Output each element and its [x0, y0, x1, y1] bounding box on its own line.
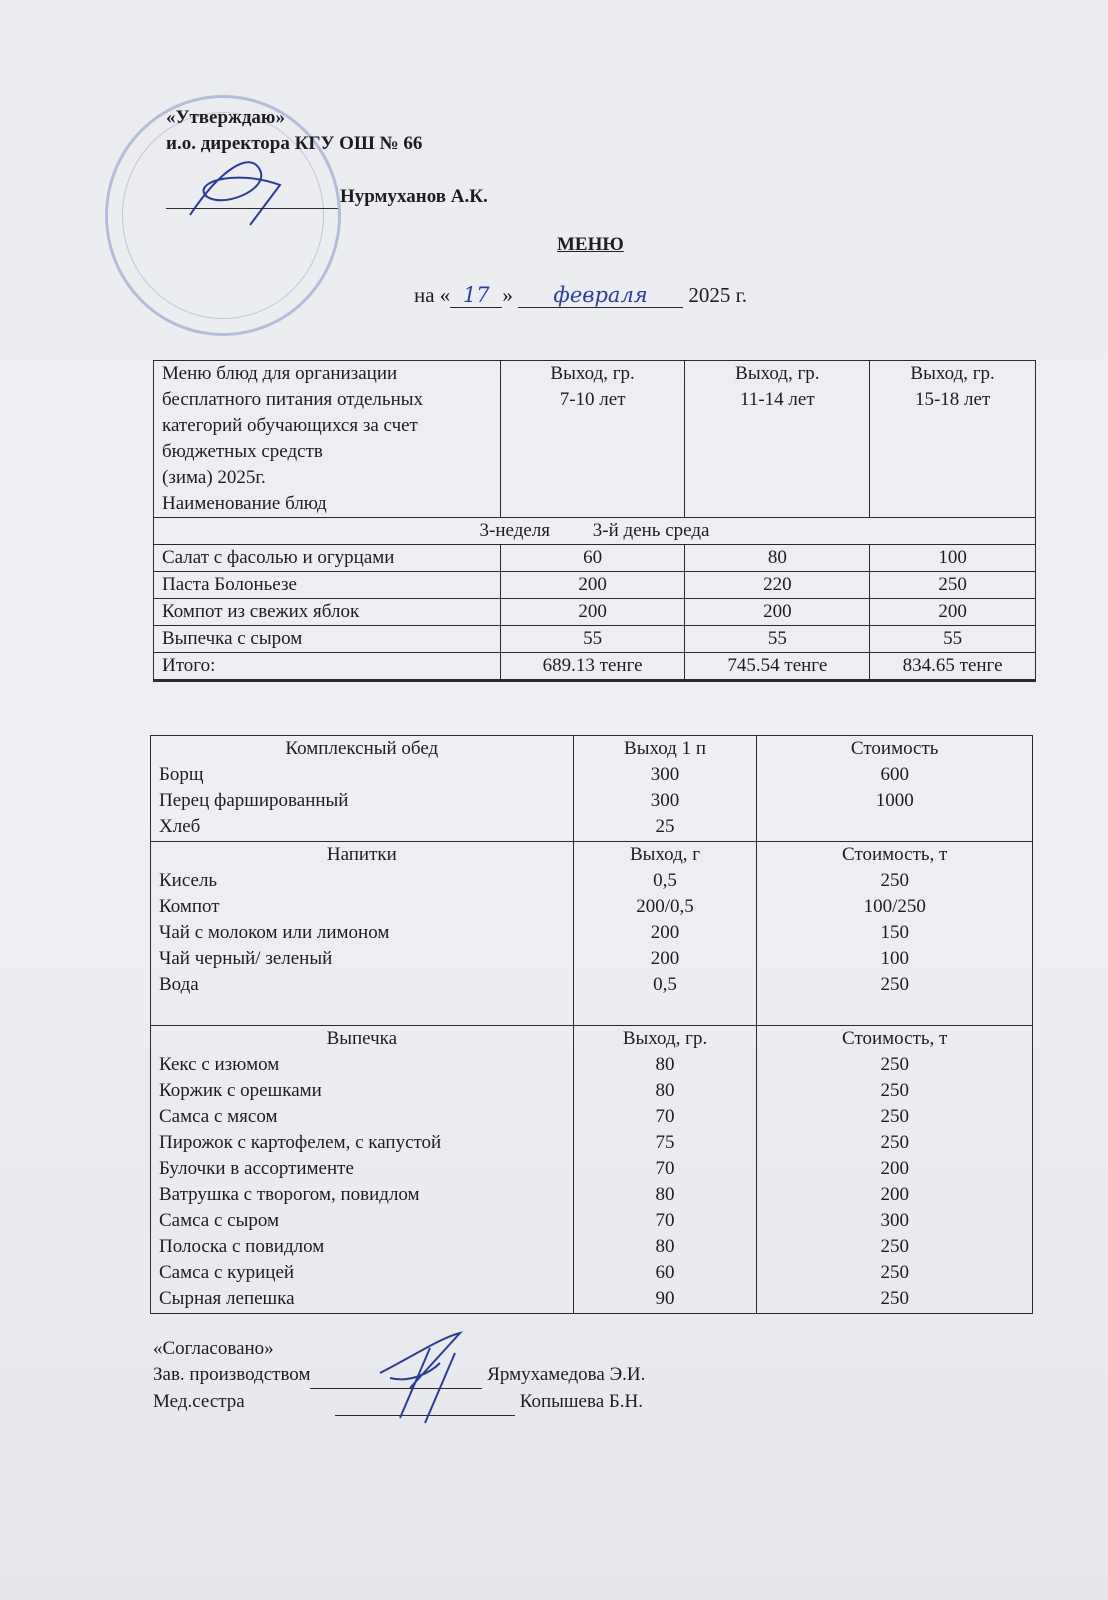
- portion-value: 220: [685, 572, 870, 599]
- section-cell: [573, 736, 757, 842]
- menu-table: [153, 360, 1036, 682]
- item-price: 200: [880, 1184, 909, 1205]
- portion-value: 55: [870, 626, 1036, 653]
- header-name-cell: [154, 361, 501, 518]
- header-age-cell: [685, 361, 870, 518]
- item-name: Самса с сыром: [159, 1210, 280, 1231]
- date-line: [414, 283, 747, 308]
- item-price: 250: [880, 974, 909, 995]
- portion-value: 834.65 тенге: [870, 653, 1036, 681]
- section-2: [151, 1026, 1033, 1314]
- item-yield: 200: [650, 922, 680, 943]
- item-price: 250: [880, 1080, 909, 1101]
- agreement-title: «Согласовано»: [153, 1338, 274, 1359]
- section-cell: [757, 842, 1033, 1026]
- item-yield: 90: [655, 1288, 675, 1309]
- item-yield: 200: [650, 948, 680, 969]
- item-name: Коржик с орешками: [159, 1080, 322, 1101]
- item-price: 250: [880, 1262, 909, 1283]
- page-title: МЕНЮ: [557, 234, 624, 255]
- dish-name: Итого:: [154, 653, 501, 681]
- item-name: Самса с мясом: [159, 1106, 278, 1127]
- header-age-text: Выход, гр.: [735, 363, 820, 384]
- table-row: [154, 653, 1036, 681]
- item-yield: 70: [655, 1158, 675, 1179]
- item-price: 100/250: [863, 896, 926, 917]
- item-yield: 80: [655, 1054, 675, 1075]
- header-age-cell: [500, 361, 685, 518]
- section-cell: [151, 736, 574, 842]
- section-header: Стоимость, т: [842, 844, 948, 865]
- role-nurse: Мед.сестра: [153, 1391, 245, 1412]
- item-price: 100: [880, 948, 909, 969]
- signature-line: [166, 208, 338, 209]
- date-year: 2025 г.: [688, 283, 748, 307]
- item-price: 600: [880, 764, 909, 785]
- extra-menu-table: [150, 735, 1033, 1314]
- name-production: Ярмухамедова Э.И.: [487, 1364, 646, 1385]
- item-yield: 80: [655, 1236, 675, 1257]
- item-price: 250: [880, 1288, 909, 1309]
- portion-value: 200: [500, 572, 685, 599]
- item-yield: 75: [655, 1132, 675, 1153]
- section-header: Выход, гр.: [622, 1028, 708, 1049]
- section-cell: [151, 842, 574, 1026]
- item-name: Борщ: [159, 764, 204, 785]
- item-name: Булочки в ассортименте: [159, 1158, 354, 1179]
- section-1: [151, 842, 1033, 1026]
- item-name: Сырная лепешка: [159, 1288, 295, 1309]
- item-price: 250: [880, 1106, 909, 1127]
- section-cell: [573, 842, 757, 1026]
- header-age-text: 7-10 лет: [559, 389, 626, 410]
- item-yield: 200/0,5: [636, 896, 694, 917]
- table-row: [154, 572, 1036, 599]
- section-header: Стоимость: [850, 738, 939, 759]
- header-text: категорий обучающихся за счет: [162, 415, 418, 436]
- date-prefix: на «: [414, 283, 451, 307]
- header-age-text: Выход, гр.: [910, 363, 995, 384]
- portion-value: 250: [870, 572, 1036, 599]
- header-row: [154, 361, 1036, 518]
- dish-name: Салат с фасолью и огурцами: [154, 545, 501, 572]
- item-price: [765, 814, 1024, 840]
- dish-name: Выпечка с сыром: [154, 626, 501, 653]
- director-signature: [160, 150, 320, 230]
- table-row: [154, 626, 1036, 653]
- item-name: Полоска с повидлом: [159, 1236, 325, 1257]
- item-name: Вода: [159, 974, 199, 995]
- item-yield: 300: [650, 790, 680, 811]
- item-price: 300: [880, 1210, 909, 1231]
- item-name: Перец фаршированный: [159, 790, 349, 811]
- item-name: Ватрушка с творогом, повидлом: [159, 1184, 420, 1205]
- item-yield: 70: [655, 1106, 675, 1127]
- date-month: февраля: [518, 283, 683, 308]
- item-price: 200: [880, 1158, 909, 1179]
- section-cell: [757, 736, 1033, 842]
- item-name: Хлеб: [159, 816, 201, 837]
- item-price: 150: [880, 922, 909, 943]
- table-row: [154, 545, 1036, 572]
- section-header: Выход 1 п: [624, 738, 707, 759]
- item-name: Чай черный/ зеленый: [159, 948, 333, 969]
- item-yield: 0,5: [653, 974, 677, 995]
- item-name: Пирожок с картофелем, с капустой: [159, 1132, 442, 1153]
- section-cell: [151, 1026, 574, 1314]
- header-text: бесплатного питания отдельных: [162, 389, 423, 410]
- item-name: Компот: [159, 896, 220, 917]
- portion-value: 200: [870, 599, 1036, 626]
- item-yield: 25: [655, 816, 675, 837]
- item-name: Самса с курицей: [159, 1262, 295, 1283]
- item-yield: 80: [655, 1080, 675, 1101]
- dish-name: Компот из свежих яблок: [154, 599, 501, 626]
- date-mid: »: [502, 283, 513, 307]
- approval-position: и.о. директора КГУ ОШ № 66: [166, 133, 423, 154]
- item-price: 250: [880, 1236, 909, 1257]
- item-yield: 70: [655, 1210, 675, 1231]
- approval-name: Нурмуханов А.К.: [340, 186, 488, 207]
- portion-value: 80: [685, 545, 870, 572]
- item-price: 250: [880, 870, 909, 891]
- header-text: (зима) 2025г.: [162, 467, 266, 488]
- name-nurse: Копышева Б.Н.: [519, 1391, 644, 1412]
- week-row: [154, 518, 1036, 545]
- section-header: Стоимость, т: [842, 1028, 948, 1049]
- item-name: Чай с молоком или лимоном: [159, 922, 390, 943]
- section-0: [151, 736, 1033, 842]
- section-header: Напитки: [326, 844, 397, 865]
- section-header: Комплексный обед: [285, 738, 439, 759]
- item-name: Кекс с изюмом: [159, 1054, 280, 1075]
- role-production: Зав. производством: [153, 1364, 311, 1385]
- portion-value: 200: [685, 599, 870, 626]
- header-age-text: 11-14 лет: [740, 389, 815, 410]
- section-header: Выпечка: [326, 1028, 398, 1049]
- item-yield: 60: [655, 1262, 675, 1283]
- header-age-text: Выход, гр.: [550, 363, 635, 384]
- portion-value: 745.54 тенге: [685, 653, 870, 681]
- item-yield: 300: [650, 764, 680, 785]
- week-label: 3-неделя 3-й день среда: [154, 518, 1036, 545]
- item-price: 1000: [875, 790, 914, 811]
- header-age-cell: [870, 361, 1036, 518]
- item-yield: 80: [655, 1184, 675, 1205]
- item-yield: 0,5: [653, 870, 677, 891]
- item-price: 250: [880, 1054, 909, 1075]
- section-header: Выход, г: [629, 844, 701, 865]
- portion-value: 689.13 тенге: [500, 653, 685, 681]
- dish-name: Паста Болоньезе: [154, 572, 501, 599]
- portion-value: 55: [500, 626, 685, 653]
- table-row: [154, 599, 1036, 626]
- portion-value: 200: [500, 599, 685, 626]
- header-text: Наименование блюд: [162, 493, 327, 514]
- header-text: бюджетных средств: [162, 441, 323, 462]
- date-day: 17: [450, 283, 502, 308]
- section-cell: [757, 1026, 1033, 1314]
- item-price: 250: [880, 1132, 909, 1153]
- item-name: Кисель: [159, 870, 218, 891]
- portion-value: 100: [870, 545, 1036, 572]
- header-age-text: 15-18 лет: [914, 389, 991, 410]
- agreement-signature: [370, 1328, 490, 1428]
- portion-value: 60: [500, 545, 685, 572]
- portion-value: 55: [685, 626, 870, 653]
- header-text: Меню блюд для организации: [162, 363, 398, 384]
- section-cell: [573, 1026, 757, 1314]
- approval-title: «Утверждаю»: [166, 107, 285, 128]
